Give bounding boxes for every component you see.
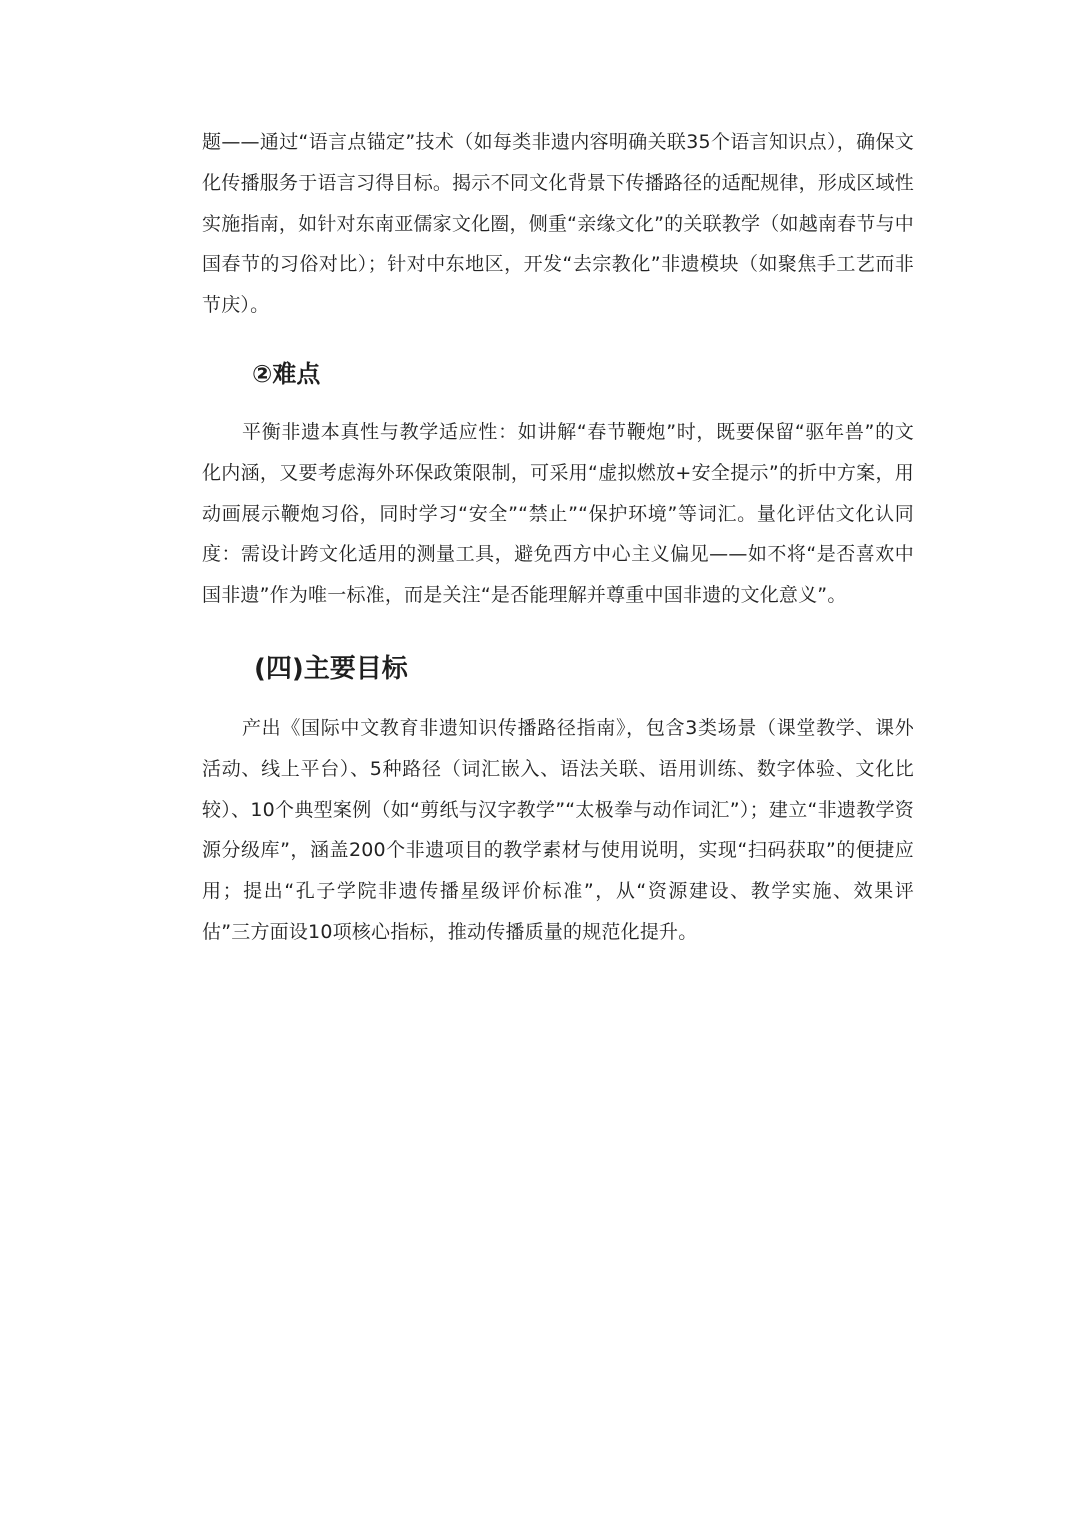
heading-difficulty: ②难点 <box>252 360 321 388</box>
paragraph-difficulty: 平衡非遗本真性与教学适应性：如讲解“春节鞭炮”时，既要保留“驱年兽”的文化内涵，又要考虑海外环保政策限制，可采用“虚拟燃放+安全提示”的折中方案，用动画展示鞭炮习俗，同时学习“安全”“禁止”“保护环境”等词汇。量化评估文化认同度：需设计跨文化适用的测量工具，避免西方中心主义偏见——如不将“是否喜欢中国非遗”作为唯一标准，而是关注“是否能理解并尊重中国非遗的文化意义”。 <box>202 421 914 607</box>
heading-main-goals: (四)主要目标 <box>254 654 408 684</box>
paragraph-continued: 题——通过“语言点锚定”技术（如每类非遗内容明确关联35个语言知识点），确保文化传播服务于语言习得目标。揭示不同文化背景下传播路径的适配规律，形成区域性实施指南，如针对东南亚儒家文化圈，侧重“亲缘文化”的关联教学（如越南春节与中国春节的习俗对比）；针对中东地区，开发“去宗教化”非遗模块（如聚焦手工艺而非节庆）。 <box>202 131 914 317</box>
paragraph-main-goals: 产出《国际中文教育非遗知识传播路径指南》，包含3类场景（课堂教学、课外活动、线上平台）、5种路径（词汇嵌入、语法关联、语用训练、数字体验、文化比较）、10个典型案例（如“剪纸与汉字教学”“太极拳与动作词汇”）；建立“非遗教学资源分级库”，涵盖200个非遗项目的教学素材与使用说明，实现“扫码获取”的便捷应用；提出“孔子学院非遗传播星级评价标准”，从“资源建设、教学实施、效果评估”三方面设10项核心指标，推动传播质量的规范化提升。 <box>202 717 914 943</box>
